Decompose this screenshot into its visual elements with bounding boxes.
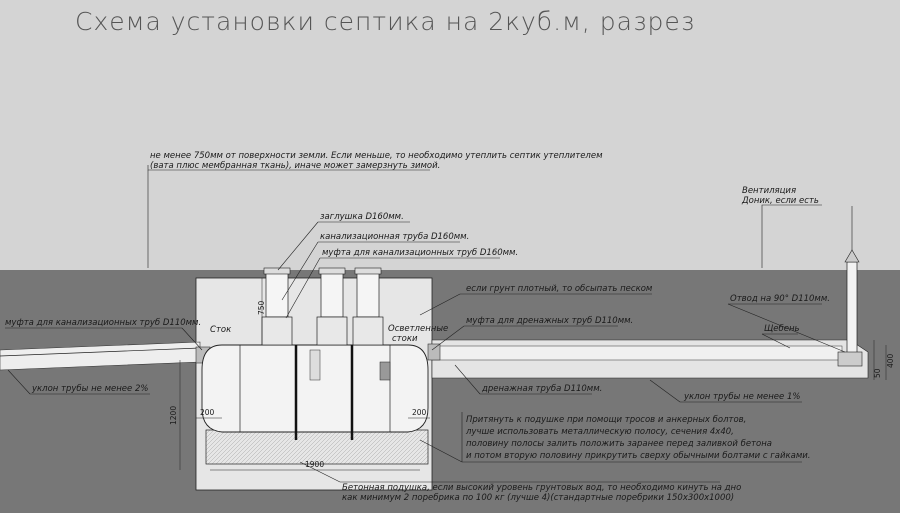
dim-200-right: 200 — [412, 408, 427, 417]
coupling-drain-label: муфта для дренажных труб D110мм. — [466, 316, 634, 326]
anchor-note-3: половину полосы залить положить заранее перед заливкой бетона — [466, 439, 772, 449]
diagram-title: Схема установки септика на 2куб.м, разрез — [75, 7, 696, 36]
coupling-left-label: муфта для канализационных труб D110мм. — [5, 318, 202, 328]
clarified-label-1: Осветленные — [388, 324, 449, 334]
concrete-slab — [206, 430, 428, 464]
dim-400: 400 — [886, 353, 895, 368]
ventilation-label-2: Доник, если есть — [742, 196, 819, 206]
anchor-note-2: лучше использовать металлическую полосу, сечения 4х40, — [466, 427, 734, 437]
depth-note-2: (вата плюс мембранная ткань), иначе может замерзнуть зимой. — [150, 161, 441, 171]
elbow-90 — [838, 352, 862, 366]
gravel-label: Щебень — [764, 324, 800, 334]
slab-note-1: Бетонная подушка, если высокий уровень грунтовых вод, то необходимо кинуть на дно — [342, 483, 742, 493]
dim-50: 50 — [873, 368, 882, 378]
vent-pipe — [847, 262, 857, 362]
coupling-sewer-label: муфта для канализационных труб D160мм. — [322, 248, 519, 258]
inflow-label: Сток — [210, 325, 232, 335]
riser-pipes — [262, 268, 383, 345]
anchor-note-1: Притянуть к подушке при помощи тросов и анкерных болтов, — [466, 415, 747, 425]
dim-1200: 1200 — [169, 405, 178, 425]
slab-note-2: как минимум 2 поребрика по 100 кг (лучше 4)(стандартные поребрики 150х300х1000) — [342, 493, 735, 503]
sewer-pipe-label: канализационная труба D160мм. — [320, 232, 470, 242]
dim-200-left: 200 — [200, 408, 215, 417]
outlet-coupling — [428, 344, 440, 360]
depth-note-1: не менее 750мм от поверхности земли. Если меньше, то необходимо утеплить септик утеплителем — [150, 151, 603, 161]
slope-left-label: уклон трубы не менее 2% — [32, 384, 149, 394]
elbow-label: Отвод на 90° D110мм. — [730, 294, 830, 304]
anchor-note-4: и потом вторую половину прикрутить сверху обычными болтами с гайками. — [466, 451, 811, 461]
ventilation-label-1: Вентиляция — [742, 186, 797, 196]
drain-pipe — [432, 346, 842, 360]
dense-soil-label: если грунт плотный, то обсыпать песком — [466, 284, 653, 294]
dim-1900: 1900 — [305, 460, 325, 469]
cap-label: заглушка D160мм. — [320, 212, 404, 222]
dim-750: 750 — [257, 300, 266, 315]
clarified-label-2: стоки — [392, 334, 418, 344]
drain-pipe-label: дренажная труба D110мм. — [482, 384, 603, 394]
vent-cap — [845, 250, 859, 262]
slope-right-label: уклон трубы не менее 1% — [684, 392, 801, 402]
